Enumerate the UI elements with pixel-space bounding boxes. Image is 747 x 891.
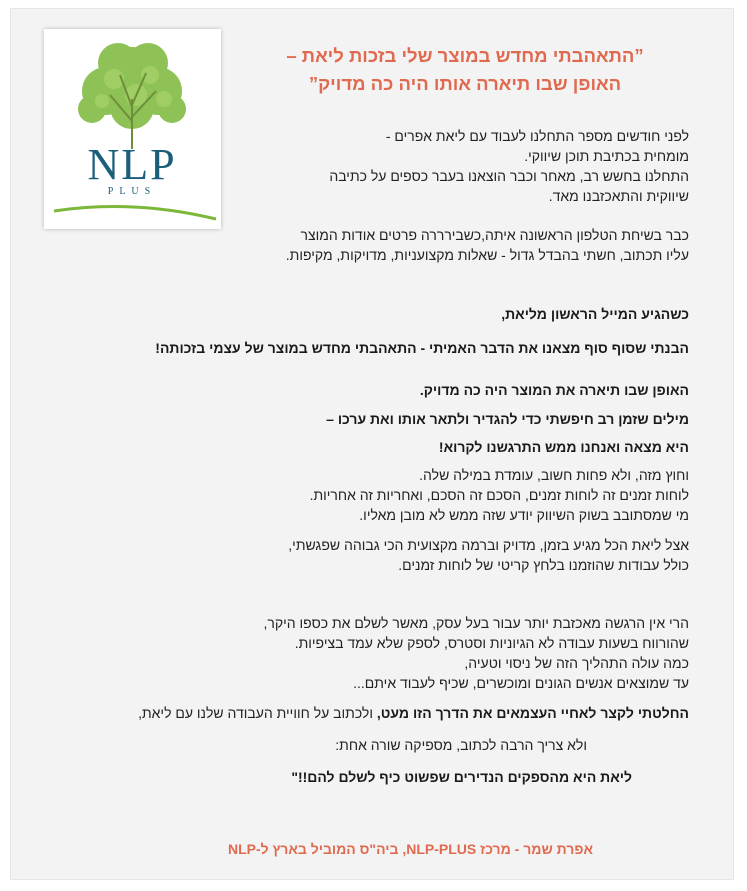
signature: אפרת שמר - מרכז NLP-PLUS, ביה"ס המוביל בארץ ל-NLP [227,841,593,857]
testimonial-card [10,8,734,880]
paragraph-keeps-word: וחוץ מזה, ולא פחות חשוב, עומדת במילה שלה. לוחות זמנים זה לוחות זמנים, הסכם זה הסכם, ואחריות זה אחריות. מי שמסתובב בשוק השיווק יודע שזה ממש לא מובן מאליו. [309,467,689,523]
bold-first-mail: כשהגיע המייל הראשון מליאת, [501,306,689,322]
bold-realization: הבנתי שסוף סוף מצאנו את הדבר האמיתי - התאהבתי מחדש במוצר של עצמי בזכותה! [155,340,689,356]
testimonial-body [29,126,689,787]
paragraph-on-time: אצל ליאת הכל מגיע בזמן, מדויק וברמה מקצועית הכי גבוהה שפגשתי, כולל עבודות שהוזמנו בלחץ קריטי של לוחות זמנים. [288,537,689,573]
title-line-2: האופן שבו תיארה אותו היה כה מדויק” [308,73,622,94]
paragraph-disappointment: הרי אין הרגשה מאכזבת יותר עבור בעל עסק, מאשר לשלם את כספו היקר, שהורווח בשעות עבודה לא הגיוניות וסטרס, לספק שלא עמד בציפיות. כמה עולה התהליך הזה של ניסוי וטעיה, עד שמוצאים אנשים הגונים ומוכשרים, שכיף לעבוד איתם... [263,615,689,691]
logo-text-nlp: NLP [87,140,177,189]
testimonial-title [245,42,685,98]
paragraph-first-call: כבר בשיחת הטלפון הראשונה איתה,כשבירררה פרטים אודות המוצר עליו תכתוב, חשתי בהבדל גדול - שאלות מקצועניות, מדויקות, מקיפות. [285,227,689,263]
bold-she-found: היא מצאה ואנחנו ממש התרגשנו לקרוא! [438,439,689,455]
bold-closing-quote: ליאת היא מהספקים הנדירים שפשוט כיף לשלם להם!!" [291,769,632,785]
title-line-1: ”התאהבתי מחדש במוצר שלי בזכות ליאת – [286,45,644,66]
paragraph-one-line: ולא צריך הרבה לכתוב, מספיקה שורה אחת: [335,737,587,753]
logo-text-plus: PLUS [107,186,157,197]
bold-words-searched: מילים שזמן רב חיפשתי כדי להגדיר ולתאר אותו ואת ערכו – [326,411,689,427]
paragraph-intro: לפני חודשים מספר התחלנו לעבוד עם ליאת אפרים - מומחית בכתיבת תוכן שיווקי. התחלנו בחשש רב, מאחר וכבר הוצאנו בעבר כספים על כתיבה שיווקית והתאכזבנו מאד. [329,128,689,204]
paragraph-decision: החלטתי לקצר לאחיי העצמאים את הדרך הזו מעט, ולכתוב על חוויית העבודה שלנו עם ליאת, [138,705,689,721]
bold-accurate: האופן שבו תיארה את המוצר היה כה מדויק. [419,382,689,398]
